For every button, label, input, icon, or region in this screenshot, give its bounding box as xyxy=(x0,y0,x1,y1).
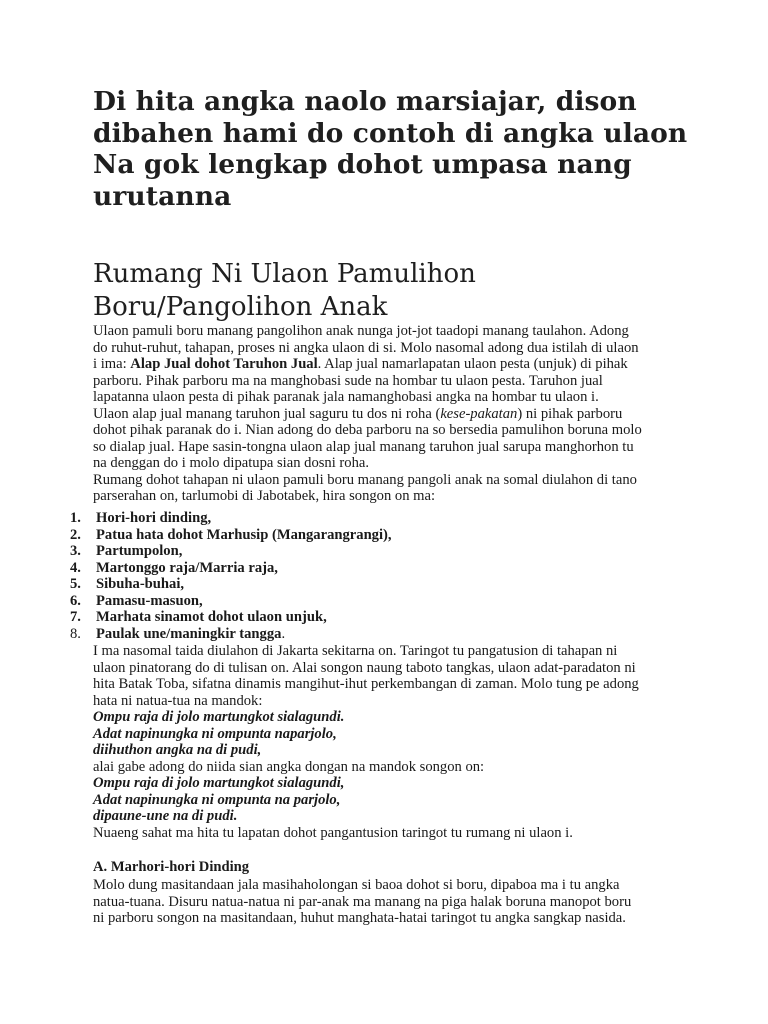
quote-line: dipaune-une na di pudi. xyxy=(93,808,238,825)
list-item-text: Marhata sinamot dohot ulaon unjuk, xyxy=(96,609,327,626)
text-line: Ulaon alap jual manang taruhon jual saguru tu dos ni roha (kese-pakatan) ni pihak parboru xyxy=(93,405,623,422)
list-item-text: Pamasu-masuon, xyxy=(96,592,203,609)
list-item-text: Hori-hori dinding, xyxy=(96,510,212,526)
text-line: hata ni natua-tua na mandok: xyxy=(93,692,263,709)
text-line: i ima: Alap Jual dohot Taruhon Jual. Alap jual namarlapatan ulaon pesta (unjuk) di pihak xyxy=(93,356,628,373)
list-item xyxy=(0,626,700,643)
list-item-text: Patua hata dohot Marhusip (Mangarangrangi), xyxy=(96,526,392,543)
text-line: parserahan on, tarlumobi di Jabotabek, hira songon on ma: xyxy=(93,488,436,505)
steps-list xyxy=(0,510,700,642)
text-line: so dialap jual. Hape sasin-tongna ulaon alap jual manang taruhon jual sarupa manghorhon tu xyxy=(93,438,634,455)
list-item xyxy=(0,543,700,560)
text-line: natua-tuana. Disuru natua-natua ni par-anak ma manang na piga halak boruna manopot boru xyxy=(93,893,632,910)
list-item-text: Sibuha-buhai, xyxy=(96,576,185,593)
text-line: hita Batak Toba, sifatna dinamis mangihut-ihut perkembangan di zaman. Molo tung pe adong xyxy=(93,676,639,693)
list-item xyxy=(0,593,700,610)
text-line: Nuaeng sahat ma hita tu lapatan dohot pangantusion taringot tu rumang ni ulaon i. xyxy=(93,825,573,842)
final-paragraph xyxy=(93,877,693,927)
list-item xyxy=(0,560,700,577)
quote-line: Ompu raja di jolo martungkot sialagundi, xyxy=(93,775,345,792)
list-item xyxy=(0,609,700,626)
text-line: I ma nasomal taida diulahon di Jakarta sekitarna on. Taringot tu pangatusion di tahapan ni xyxy=(93,643,618,659)
list-number: 3. xyxy=(70,543,81,560)
subsection-title: A. Marhori-hori Dinding xyxy=(93,859,250,875)
list-number: 5. xyxy=(70,576,81,593)
list-number: 1. xyxy=(70,510,81,526)
list-item-text: Martonggo raja/Marria raja, xyxy=(96,559,278,576)
list-number: 4. xyxy=(70,559,81,576)
section-title: Rumang Ni Ulaon Pamulihon Boru/Pangolihon Anak xyxy=(93,259,476,322)
list-number: 6. xyxy=(70,592,81,609)
list-item xyxy=(0,510,700,527)
quote-line: Ompu raja di jolo martungkot sialagundi. xyxy=(93,709,345,726)
text-line: lapatanna ulaon pesta di pihak paranak jala namanghobasi angka na hombar tu ulaon i. xyxy=(93,389,599,406)
body-paragraph xyxy=(93,643,693,842)
page-title: Di hita angka naolo marsiajar, dison dibahen hami do contoh di angka ulaon Na gok lengkap dohot umpasa nang urutanna xyxy=(93,86,688,212)
list-item xyxy=(0,527,700,544)
list-number: 7. xyxy=(70,609,81,626)
quote-line: Adat napinungka ni ompunta na parjolo, xyxy=(93,791,341,808)
text-line: Molo dung masitandaan jala masihaholongan si baoa dohot si boru, dipaboa ma i tu angka xyxy=(93,877,620,893)
text-line: parboru. Pihak parboru ma na manghobasi sude na hombar tu ulaon pesta. Taruhon jual xyxy=(93,372,603,389)
text-line: do ruhut-ruhut, tahapan, proses ni angka ulaon di si. Molo nasomal adong dua istilah di ulaon xyxy=(93,339,639,356)
list-number: 8. xyxy=(70,625,81,642)
list-item xyxy=(0,576,700,593)
emphasis-term: Alap Jual dohot Taruhon Jual xyxy=(130,356,318,373)
list-number: 2. xyxy=(70,526,81,543)
list-item-text: Partumpolon, xyxy=(96,543,183,560)
text-line: ulaon pinatorang do di tulisan on. Alai songon naung taboto tangkas, ulaon adat-paradaton ni xyxy=(93,659,636,676)
text-line: Rumang dohot tahapan ni ulaon pamuli boru manang pangoli anak na somal diulahon di tano xyxy=(93,471,637,488)
text-line: na denggan do i molo dipatupa sian dosni roha. xyxy=(93,455,370,472)
quote-line: Adat napinungka ni ompunta naparjolo, xyxy=(93,725,337,742)
text-line: ni parboru songon na masitandaan, huhut manghata-hatai taringot tu angka sangkap nasida. xyxy=(93,910,626,927)
list-item-text: Paulak une/maningkir tangga. xyxy=(96,625,286,642)
text-line: dohot pihak paranak do i. Nian adong do deba parboru na so bersedia pamulihon boruna molo xyxy=(93,422,642,439)
text-line: alai gabe adong do niida sian angka dongan na mandok songon on: xyxy=(93,758,485,775)
italic-term: kese-pakatan xyxy=(440,405,518,422)
intro-paragraph xyxy=(93,323,693,505)
quote-line: diihuthon angka na di pudi, xyxy=(93,742,262,759)
text-line: Ulaon pamuli boru manang pangolihon anak nunga jot-jot taadopi manang taulahon. Adong xyxy=(93,323,629,339)
